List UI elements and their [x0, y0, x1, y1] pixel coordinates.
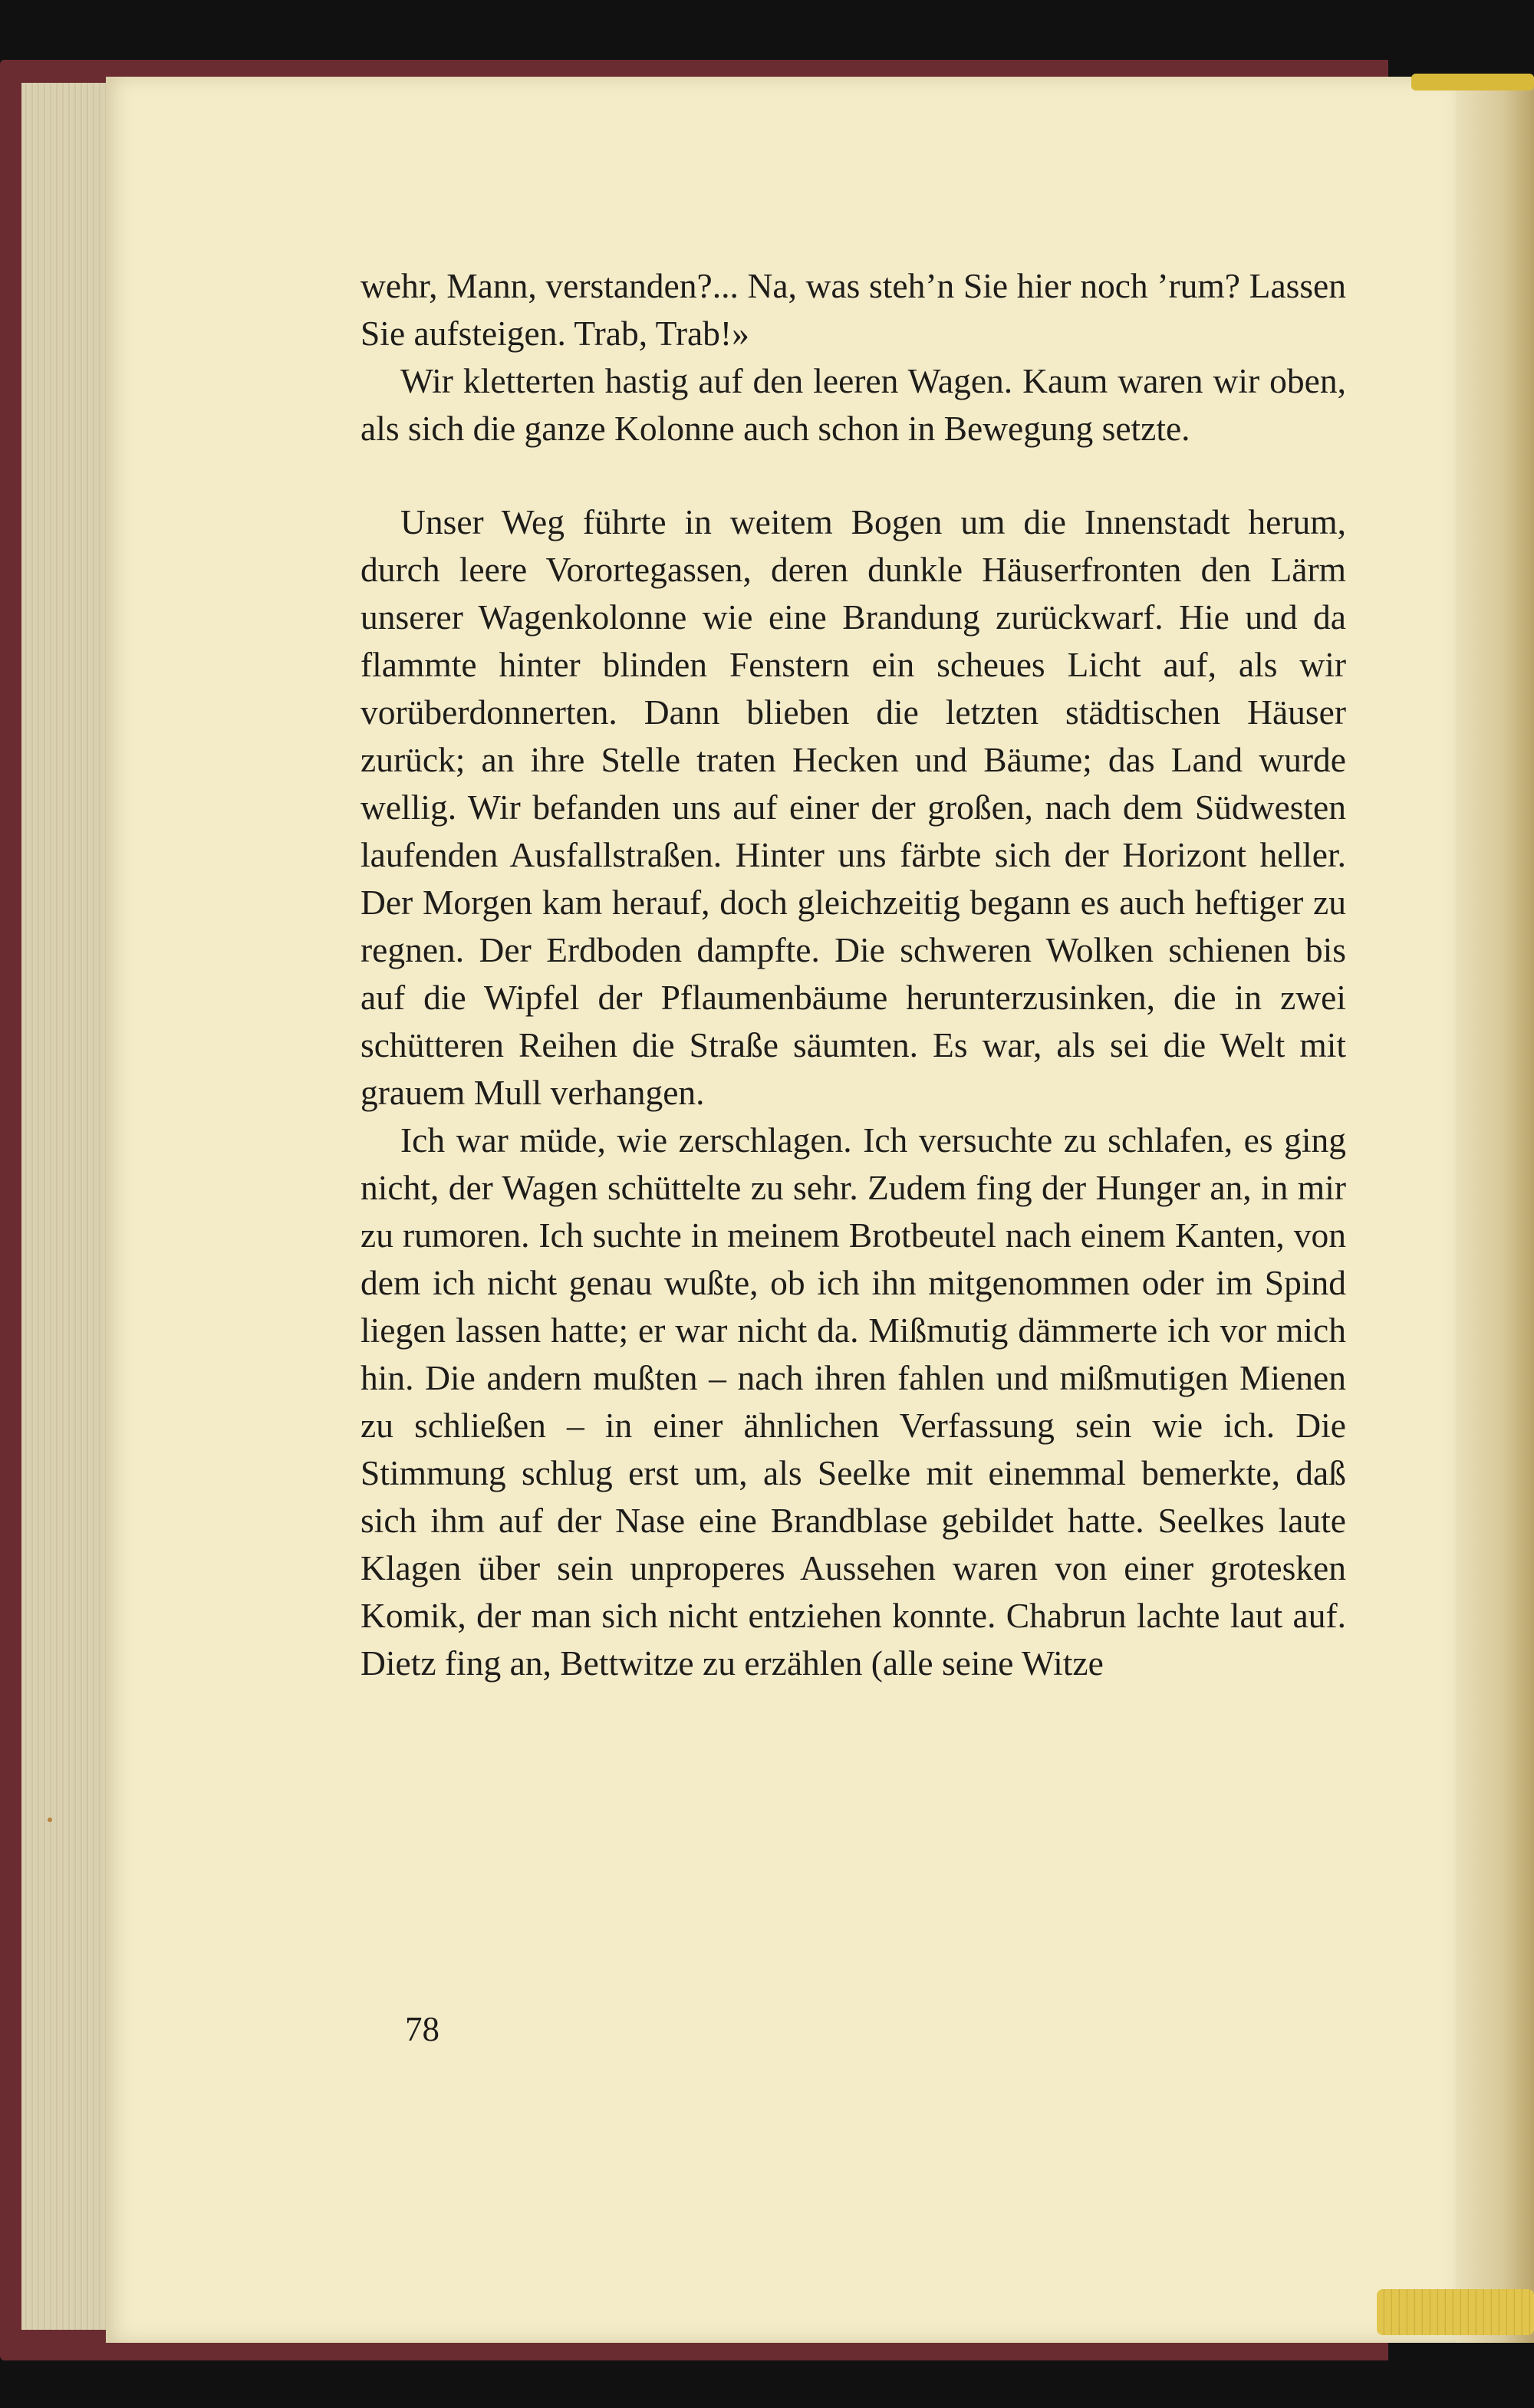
bookmark-ribbon-bottom: [1377, 2289, 1534, 2335]
page-number: 78: [405, 2010, 439, 2048]
paragraph-1: wehr, Mann, verstanden?... Na, was steh’n Sie hier noch ’rum? Lassen Sie aufsteigen. Trab, Trab!»: [360, 266, 1346, 353]
page-text: [360, 262, 1346, 1687]
section-break: [360, 452, 1346, 498]
paper-speck: [48, 1818, 52, 1822]
bookmark-ribbon-top: [1411, 74, 1534, 90]
paragraph-4: Ich war müde, wie zerschlagen. Ich versuchte zu schlafen, es ging nicht, der Wagen schüttelte zu sehr. Zudem fing der Hunger an, in mir zu rumoren. Ich suchte in meinem Brotbeutel nach einem Kanten, von dem ich nicht genau wußte, ob ich ihn mitgenommen oder im Spind liegen lassen hatte; er war nicht da. Mißmutig dämmerte ich vor mich hin. Die andern mußten – nach ihren fahlen und mißmutigen Mienen zu schließen – in einer ähnlichen Verfassung sein wie ich. Die Stimmung schlug erst um, als Seelke mit einemmal bemerkte, daß sich ihm auf der Nase eine Brandblase gebildet hatte. Seelkes laute Klagen über sein unproperes Aussehen waren von einer grotesken Komik, der man sich nicht entziehen konnte. Chabrun lachte laut auf. Dietz fing an, Bettwitze zu erzählen (alle seine Witze: [360, 1120, 1346, 1683]
facing-page-edge: [1456, 77, 1534, 2343]
page-stack-edges: [21, 83, 109, 2330]
paragraph-3: Unser Weg führte in weitem Bogen um die Innenstadt herum, durch leere Vorortegassen, deren dunkle Häuserfronten den Lärm unserer Wagenkolonne wie eine Brandung zurückwarf. Hie und da flammte hinter blinden Fenstern ein scheues Licht auf, als wir vorüberdonnerten. Dann blieben die letzten städtischen Häuser zurück; an ihre Stelle traten Hecken und Bäume; das Land wurde wellig. Wir befanden uns auf einer der großen, nach dem Südwesten laufenden Ausfallstraßen. Hinter uns färbte sich der Horizont heller. Der Morgen kam herauf, doch gleichzeitig begann es auch heftiger zu regnen. Der Erdboden dampfte. Die schweren Wolken schienen bis auf die Wipfel der Pflaumenbäume herunterzusinken, die in zwei schütteren Reihen die Straße säumten. Es war, als sei die Welt mit grauem Mull verhangen.: [360, 502, 1346, 1112]
paragraph-2: Wir kletterten hastig auf den leeren Wagen. Kaum waren wir oben, als sich die ganze Kolonne auch schon in Bewegung setzte.: [360, 361, 1346, 448]
